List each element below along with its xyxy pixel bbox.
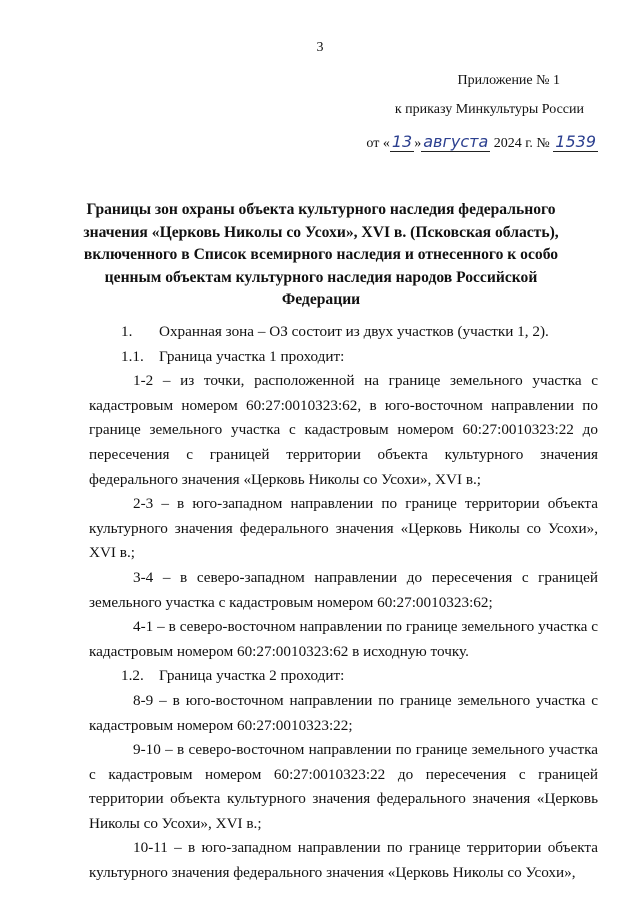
paragraph-segment-9-10: 9-10 – в северо-восточном направлении по границе земельного участка с кадастровым номером 60:27:0010323:22 до пересечения с границей территории объекта культурного значения федерального значения «Церковь Николы со Усохи», XVI в.; <box>89 741 598 832</box>
paragraph-segment-10-11: 10-11 – в юго-западном направлении по границе территории объекта культурного значения федерального значения «Церковь Николы со Усохи», <box>89 839 598 882</box>
paragraph-segment-8-9: 8-9 – в юго-восточном направлении по границе земельного участка с кадастровым номером 60:27:0010323:22; <box>89 691 598 734</box>
paragraph-1-1-text: Граница участка 1 проходит: <box>159 347 345 365</box>
date-prefix: от « <box>366 136 390 151</box>
paragraph-1-1 <box>89 345 598 370</box>
paragraph-1-2 <box>89 664 598 689</box>
year-text: 2024 г. № <box>493 136 550 151</box>
paragraph-segment-4-1: 4-1 – в северо-восточном направлении по границе земельного участка с кадастровым номером 60:27:0010323:62 в исходную точку. <box>89 618 598 660</box>
order-date-line <box>366 132 598 152</box>
paragraph-1-text: Охранная зона – ОЗ состоит из двух участков (участки 1, 2). <box>159 323 549 340</box>
handwritten-order-number: 1539 <box>555 132 596 151</box>
handwritten-month: августа <box>423 132 489 151</box>
paragraph-1-1-number: 1.1. <box>121 347 144 365</box>
paragraph-1 <box>89 320 598 345</box>
date-mid: » <box>414 136 422 151</box>
paragraph-1-2-number: 1.2. <box>121 667 144 685</box>
document-body <box>89 320 598 886</box>
order-reference: к приказу Минкультуры России <box>394 102 584 117</box>
paragraph-segment-2-3: 2-3 – в юго-западном направлении по границе территории объекта культурного значения федерального значения «Церковь Николы со Усохи», XVI в.; <box>89 495 598 562</box>
appendix-label: Приложение № 1 <box>457 73 560 88</box>
paragraph-1-number: 1. <box>121 323 133 340</box>
handwritten-day: 13 <box>391 132 413 151</box>
paragraph-segment-1-2: 1-2 – из точки, расположенной на границе земельного участка с кадастровым номером 60:27:0010323:62, в юго-восточном направлении по границе земельного участка с кадастровым номером 60:27:0010323:22 до пересечения с границей территории объекта культурного значения федерального значения «Церковь Николы со Усохи», XVI в.; <box>89 372 598 488</box>
paragraph-segment-3-4: 3-4 – в северо-западном направлении до пересечения с границей земельного участка с кадастровым номером 60:27:0010323:62; <box>89 568 598 611</box>
page-number: 3 <box>316 40 324 55</box>
paragraph-1-2-text: Граница участка 2 проходит: <box>159 667 345 685</box>
document-title: Границы зон охраны объекта культурного наследия федерального значения «Церковь Николы со Усохи», XVI в. (Псковская область), включенного в Список всемирного наследия и отнесенного к особо ценным объектам культурного наследия народов Российской Федерации <box>83 201 559 308</box>
